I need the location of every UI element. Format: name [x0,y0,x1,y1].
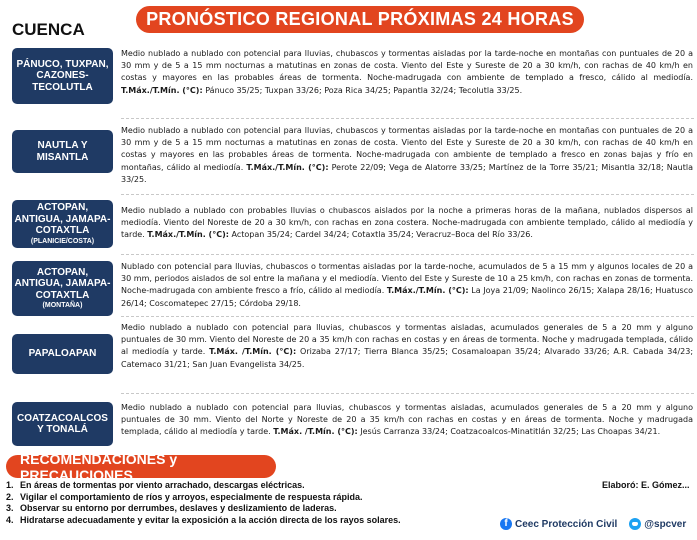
cuenca-label: CUENCA [12,20,85,39]
region-label [12,402,113,446]
forecast-text: Medio nublado a nublado con potencial para lluvias, chubascos y tormentas aisladas por la tarde-noche en montañas con puntuales de 20 a 30 mm y de 5 a 15 mm nocturnas a matutinas en zonas de costa. Viento del Este y Sureste de 20 a 30 km/h, con rachas de 40 km/h en costas y mayores en las probables áreas de tormenta. Noche-madrugada con ambiente de templado a fresco, cálido al mediodía. [121,49,693,83]
region-subname: (PLANICIE/COSTA) [30,237,95,245]
region-forecast [121,261,693,310]
region-name: NAUTLA Y MISANTLA [36,140,89,163]
temp-values: Orizaba 27/17; Tierra Blanca 35/25; Cosamaloapan 35/24; Alvarado 33/26; A.R. Cabada 34/23; Catemaco 31/21; San Juan Evangelista 34/25. [121,347,694,369]
social-footer [500,516,686,532]
temp-label: T.Máx. /T.Mín. (°C): [273,427,358,437]
region-name: PÁNUCO, TUXPAN, CAZONES-TECOLUTLA [16,58,109,93]
divider [121,118,694,119]
temp-label: T.Máx./T.Mín. (°C): [121,85,203,95]
facebook-icon: f [500,518,512,530]
temp-label: T.Máx. /T.Mín. (°C): [209,347,297,357]
temp-values: Pánuco 35/25; Tuxpan 33/26; Poza Rica 34/25; Papantla 32/24; Tecolutla 33/25. [205,85,523,95]
region-label [12,48,113,104]
region-label [12,200,113,248]
region-forecast [121,125,693,186]
list-item: 1. En áreas de tormentas por viento arrachado, descargas eléctricas. [6,480,305,490]
region-forecast [121,402,693,439]
recommendations-title: RECOMENDACIONES y PRECAUCIONES [6,455,276,478]
divider [121,254,694,255]
region-label [12,261,113,316]
list-item: 4. Hidratarse adecuadamente y evitar la exposición a la acción directa de los rayos solares. [6,514,401,525]
region-name: ACTOPAN, ANTIGUA, JAMAPA-COTAXTLA [14,202,111,237]
page-title: PRONÓSTICO REGIONAL PRÓXIMAS 24 HORAS [136,6,584,33]
divider [121,393,694,394]
forecast-text: Medio nublado a nublado con potencial para lluvias, chubascos y tormentas aisladas, acumulados generales de 5 a 20 mm y alguno puntuales de 30 mm. Viento del Noreste de 20 a 35 km/h con rachas en costas y en áreas de tormenta. Noche y madrugada templada, cálido al mediodía y tarde. [121,323,693,357]
facebook-handle: Ceec Protección Civil [515,518,618,530]
recommendations-list [6,480,486,526]
temp-label: T.Máx./T.Mín. (°C): [246,162,329,172]
forecast-text: Medio nublado a nublado con potencial para lluvias, chubascos y tormentas aisladas por la tarde-noche en montañas con puntuales de 20 a 30 mm y de 5 a 15 mm nocturnas a matutinas en zonas de costa. Viento del Este y Sureste de 20 a 30 km/h, con rachas de 40 km/h en costas y mayores en las probables áreas de tormenta. Noche-madrugada con ambiente de templado a fresco en zonas bajas y frío en montañas, cálido al mediodía. [121,126,693,172]
region-subname: (MONTAÑA) [42,302,83,310]
twitter-handle: @spcver [644,518,687,530]
temp-values: Actopan 35/24; Cardel 34/24; Cotaxtla 35/24; Veracruz–Boca del Río 33/26. [231,230,533,240]
temp-values: Perote 22/09; Vega de Alatorre 33/25; Martínez de la Torre 35/21; Misantla 32/18; Nautla 33/25. [121,162,694,184]
list-item: 3. Observar su entorno por derrumbes, deslaves y deslizamiento de laderas. [6,503,337,514]
divider [121,194,694,195]
region-label [12,334,113,374]
forecast-text: Medio nublado a nublado con potencial para lluvias, chubascos y tormentas aisladas, acumulados generales de 5 a 20 mm y alguno puntuales de 30 mm. Viento del Norte y Noreste de 20 a 35 km/h con rachas en costas y en áreas de tormenta. Noche y madrugada templada, cálido al mediodía y tarde. [121,403,693,437]
region-forecast [121,205,693,242]
list-item: 2. Vigilar el comportamiento de ríos y arroyos, especialmente de respuesta rápida. [6,491,363,502]
temp-values: La Joya 21/09; Naolinco 26/15; Xalapa 28/16; Huatusco 26/14; Coscomatepec 27/15; Córdoba 29/18. [121,286,693,308]
temp-label: T.Máx./T.Mín. (°C): [147,230,229,240]
divider [121,316,694,317]
region-name: COATZACOALCOS Y TONALÁ [17,412,108,435]
temp-label: T.Máx./T.Mín. (°C): [386,286,469,296]
header [0,0,697,40]
forecast-text: Nublado con potencial para lluvias, chubascos o tormentas aisladas por la tarde-noche, acumulados de 5 a 15 mm y algunos locales de 20 a 30 mm, periodos aislados de sol entre la mañana y el mediodía. Viento del Este y Sureste de 10 a 25 km/h, con rachas en zonas de tormenta. Noche-madrugada con ambiente fresco a frío, cálido al mediodía. [121,262,693,296]
temp-values: Jesús Carranza 33/24; Coatzacoalcos-Minatitlán 32/25; Las Choapas 34/21. [360,427,661,437]
region-name: PAPALOAPAN [28,348,97,360]
forecast-text: Medio nublado a nublado con probables lluvias o chubascos aislados por la noche a primeras horas de la mañana, nublados dispersos al mediodía. Viento del Noreste de 20 a 30 km/h, con rachas en zona costera. Noche-madrugada con ambiente templado, cálido al mediodía y tarde. [121,206,693,240]
region-forecast [121,322,693,371]
region-forecast [121,48,693,97]
author-credit: Elaboró: E. Gómez... [602,480,690,490]
region-name: ACTOPAN, ANTIGUA, JAMAPA-COTAXTLA [14,266,111,301]
twitter-icon [629,518,641,530]
region-label [12,130,113,173]
